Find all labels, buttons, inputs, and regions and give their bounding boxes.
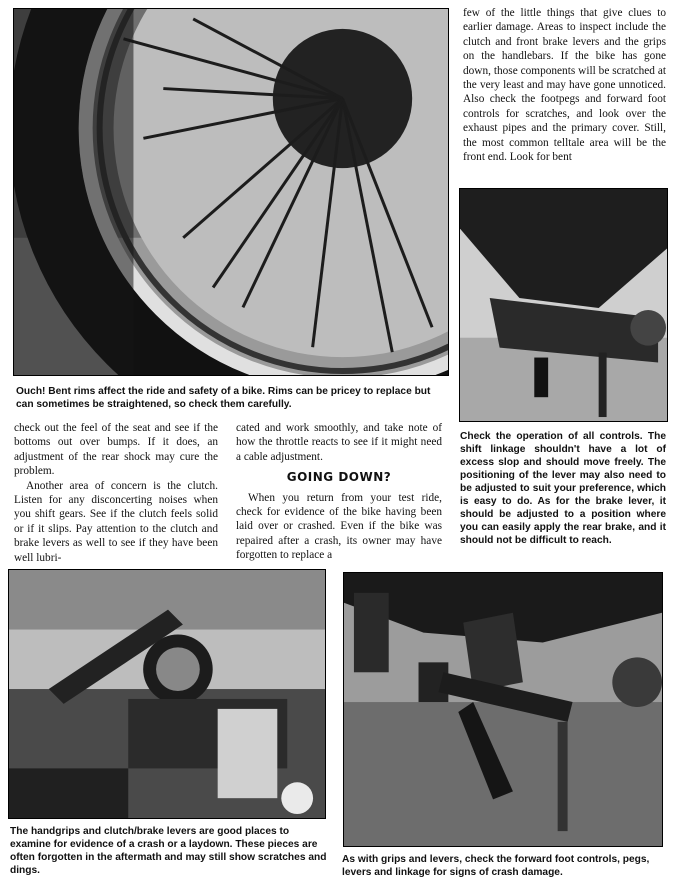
- controls-caption: Check the operation of all controls. The shift linkage shouldn't have a lot of excess slop and should move freely. The positioning of the lever may also need to be adjusted to suit your preference, which is easy to do. As for the brake lever, it should be adjusted to a position where you can easily apply the rear brake, and it should not be difficult to reach.: [460, 431, 666, 546]
- wheel-photo: [13, 8, 449, 376]
- wheel-caption: Ouch! Bent rims affect the ride and safety of a bike. Rims can be pricey to replace but can sometimes be straightened, so check them carefully.: [16, 386, 431, 410]
- bent-rim-image: [14, 9, 448, 375]
- controls-photo: [459, 188, 668, 422]
- handgrips-photo: [8, 569, 326, 819]
- footcontrols-photo: [343, 572, 663, 847]
- top-right-paragraph: few of the little things that give clues to earlier damage. Areas to inspect include the clutch and front brake levers and the grips on the handlebars. If the bike has gone down, those components will be scratched at the very least and may have gone unnoticed. Also check the footpegs and forward foot controls for scratches, and look over the exhaust pipes and the primary cover. Still, the most common telltale area will be the front end. Look for bent: [463, 7, 666, 164]
- handgrips-caption: The handgrips and clutch/brake levers are good places to examine for evidence of a crash or a laydown. These pieces are often forgotten in the aftermath and may still show scratches and dings.: [10, 826, 327, 876]
- middle-paragraph-1: cated and work smoothly, and take note of how the throttle reacts to see if it might need a cable adjustment.: [236, 422, 442, 463]
- shift-linkage-image: [460, 189, 667, 421]
- middle-column: [236, 421, 442, 563]
- handgrips-image: [9, 570, 325, 818]
- left-column: [14, 421, 218, 565]
- section-heading: GOING DOWN?: [286, 470, 392, 485]
- foot-controls-image: [344, 573, 662, 846]
- left-paragraph-2: Another area of concern is the clutch. Listen for any disconcerting noises when you shift gears. See if the clutch feels solid or if it slips. Pay attention to the clutch and brake levers as well to see if they have been well lubri-: [14, 479, 218, 564]
- left-paragraph-1: check out the feel of the seat and see if the bottoms out over bumps. If it does, an adjustment of the rear shock may cure the problem.: [14, 422, 218, 478]
- middle-paragraph-2: When you return from your test ride, check for evidence of the bike having been laid over or crashed. Even if the bike was repaired after a crash, its owner may have forgotten to replace a: [236, 491, 442, 562]
- footcontrols-caption: As with grips and levers, check the forward foot controls, pegs, levers and linkage for signs of crash damage.: [342, 854, 650, 878]
- top-right-column: [463, 6, 666, 164]
